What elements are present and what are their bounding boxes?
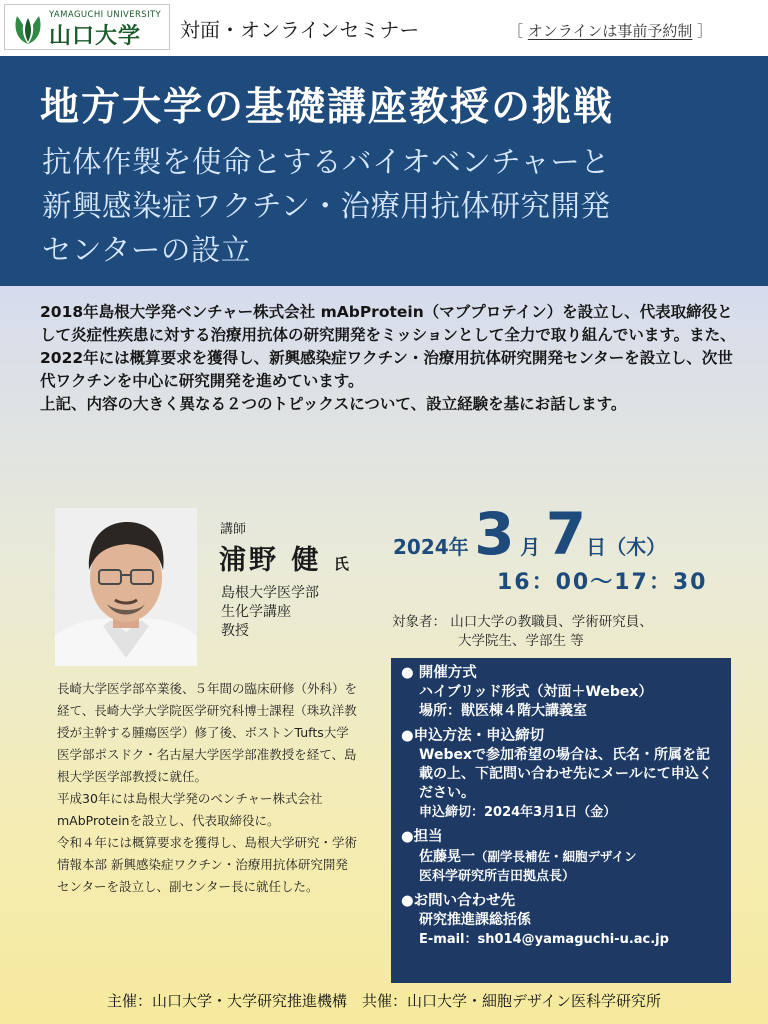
subtitle-line: 新興感染症ワクチン・治療用抗体研究開発	[42, 189, 611, 223]
speaker-photo	[55, 508, 197, 666]
top-bar	[0, 0, 768, 56]
event-year: 2024年	[393, 535, 469, 559]
contact-person-name: 佐藤晃一	[419, 849, 475, 865]
event-time: 16：00〜17：30	[497, 570, 708, 595]
affiliation-line: 教授	[221, 623, 249, 639]
university-logo	[4, 4, 170, 50]
intro-text	[40, 301, 740, 416]
contact-person-title-2: 医科学研究所吉田拠点長）	[419, 869, 576, 884]
event-info-box	[391, 658, 731, 983]
hero-banner	[0, 56, 768, 286]
event-date	[393, 500, 666, 568]
university-emblem-icon	[11, 10, 45, 46]
subtitle-line: 抗体作製を使命とするバイオベンチャーと	[42, 145, 611, 179]
bio-paragraph: 令和４年には概算要求を獲得し、島根大学研究・学術情報本部 新興感染症ワクチン・治療用抗体研究開発センターを設立し、副センター長に就任した。	[57, 835, 358, 894]
speaker-name	[219, 538, 349, 577]
speaker-portrait-image	[55, 508, 197, 666]
contact-person-section	[401, 828, 721, 886]
speaker-biography	[57, 678, 357, 898]
reservation-note: ［ オンラインは事前予約制 ］	[508, 22, 713, 40]
seminar-type: 対面・オンラインセミナー	[180, 18, 420, 42]
intro-paragraph: 上記、内容の大きく異なる２つのトピックスについて、設立経験を基にお話します。	[40, 395, 627, 413]
speaker-affiliation	[221, 584, 319, 641]
intro-paragraph: 2018年島根大学発ベンチャー株式会社 mAbProtein（マブプロテイン）を設立し、代表取締役として炎症性疾患に対する治療用抗体の研究開発をミッションとして全力で取り組んでいます。また、2022年には概算要求を獲得し、新興感染症ワクチン・治療用抗体研究開発センターを設立し、次世代ワクチンを中心に研究開発を進めています。	[40, 303, 736, 390]
target-label: 対象者：	[392, 614, 446, 630]
contact-person-heading: ●担当	[401, 829, 443, 845]
logo-english-text: YAMAGUCHI UNIVERSITY	[49, 10, 162, 20]
inquiry-section	[401, 892, 721, 949]
inquiry-email[interactable]: E-mail：sh014@yamaguchi-u.ac.jp	[419, 932, 669, 947]
organizers-footer: 主催：山口大学・大学研究推進機構 共催：山口大学・細胞デザイン医科学研究所	[107, 992, 661, 1010]
affiliation-line: 島根大学医学部	[221, 585, 319, 601]
format-detail: ハイブリッド形式（対面＋Webex）	[419, 684, 653, 700]
speaker-honorific: 氏	[333, 555, 349, 573]
application-heading: ●申込方法・申込締切	[401, 728, 545, 744]
contact-person-title: （副学長補佐・細胞デザイン	[475, 849, 637, 864]
bio-paragraph: 平成30年には島根大学発のベンチャー株式会社 mAbProteinを設立し、代表取締役に。	[57, 791, 323, 828]
format-heading: ● 開催方式	[401, 665, 477, 681]
target-line: 山口大学の教職員、学術研究員、	[450, 614, 653, 630]
reservation-note-text: オンラインは事前予約制	[527, 22, 693, 40]
speaker-name-text: 浦野 健	[219, 545, 322, 576]
application-deadline: 申込締切：2024年3月1日（金）	[419, 805, 617, 820]
bio-paragraph: 長崎大学医学部卒業後、５年間の臨床研修（外科）を経て、長崎大学大学院医学研究科博士課程（珠玖洋教授が主幹する腫瘍医学）修了後、ボストンTufts大学医学部ポスドク・名古屋大学医学部准教授を経て、島根大学医学部教授に就任。	[57, 681, 358, 784]
page-subtitle	[42, 140, 611, 272]
application-body: Webexで参加希望の場合は、氏名・所属を記載の上、下記問い合わせ先にメールにて申込ください。	[419, 747, 713, 801]
logo-japanese-text: 山口大学	[49, 24, 142, 49]
event-day: 7	[545, 500, 587, 568]
event-weekday: 日（木）	[586, 535, 667, 559]
page-title: 地方大学の基礎講座教授の挑戦	[40, 85, 615, 130]
venue-detail: 場所：獣医棟４階大講義室	[419, 703, 587, 719]
subtitle-line: センターの設立	[42, 233, 251, 267]
target-audience	[392, 613, 653, 651]
inquiry-heading: ●お問い合わせ先	[401, 893, 516, 909]
speaker-role: 講師	[220, 522, 247, 537]
event-month-unit: 月	[520, 535, 541, 559]
format-section	[401, 664, 721, 721]
application-section	[401, 727, 721, 822]
event-month: 3	[474, 500, 515, 568]
inquiry-department: 研究推進課総括係	[419, 912, 531, 928]
target-line: 大学院生、学部生 等	[458, 633, 584, 649]
affiliation-line: 生化学講座	[221, 604, 291, 620]
